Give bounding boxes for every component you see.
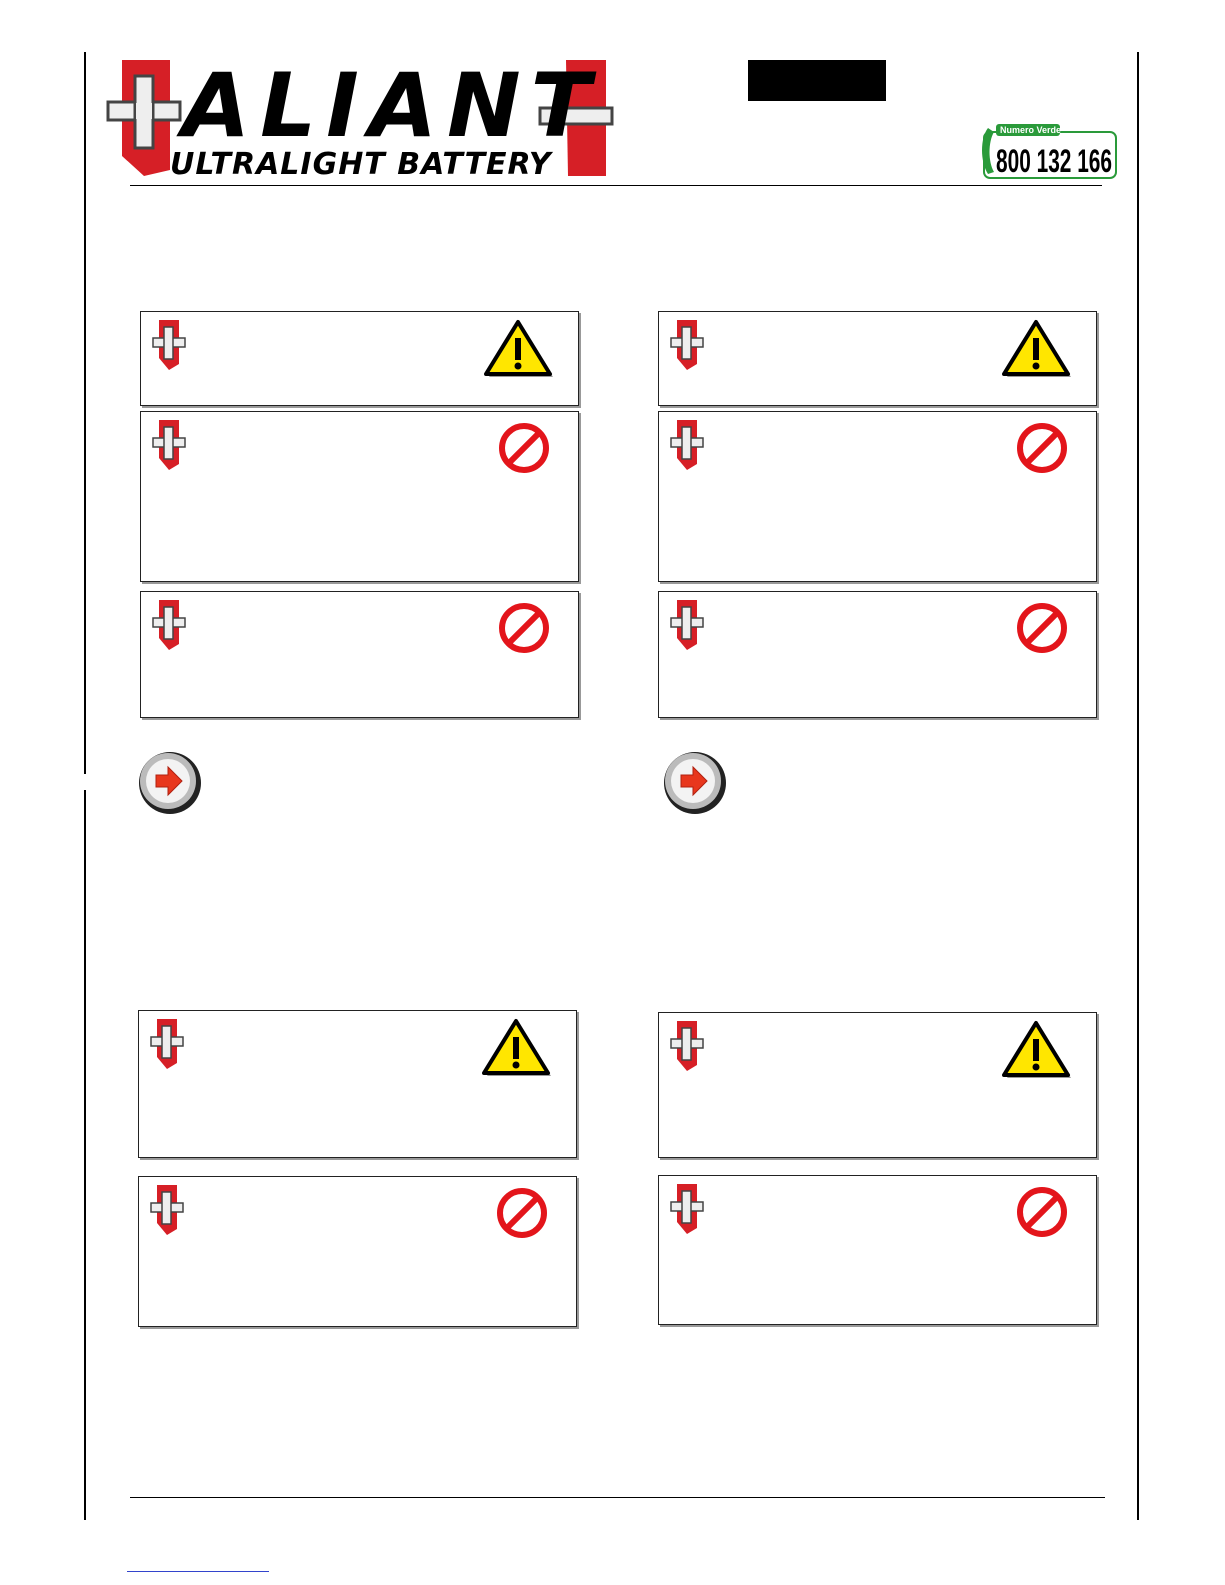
prohibited-box-top-left-1	[140, 411, 579, 582]
arrow-right-icon[interactable]	[662, 750, 730, 818]
no-entry-icon	[1016, 1186, 1070, 1240]
warning-triangle-icon	[484, 318, 556, 380]
prohibited-box-bottom-left	[138, 1176, 577, 1327]
left-margin-line	[84, 52, 86, 774]
logo-brand-text: ALIANT	[182, 54, 601, 157]
battery-plus-icon	[153, 418, 187, 474]
prohibited-box-top-right-2	[658, 591, 1097, 718]
battery-plus-icon	[671, 1019, 705, 1075]
prohibited-box-bottom-right	[658, 1175, 1097, 1325]
battery-plus-icon	[151, 1183, 185, 1239]
battery-plus-icon	[671, 418, 705, 474]
prohibited-box-top-left-2	[140, 591, 579, 718]
warning-triangle-icon	[1002, 1019, 1074, 1081]
battery-plus-icon	[671, 1182, 705, 1238]
no-entry-icon	[1016, 422, 1070, 476]
toll-free-label: Numero Verde	[1000, 125, 1062, 135]
footer-link-underline[interactable]	[127, 1571, 269, 1572]
battery-plus-icon	[151, 1017, 185, 1073]
brand-logo-graphic	[108, 52, 618, 182]
toll-free-graphic	[978, 122, 1118, 180]
warning-triangle-icon	[1002, 318, 1074, 380]
footer-rule	[130, 1497, 1105, 1498]
toll-free-badge[interactable]	[978, 122, 1118, 180]
battery-plus-icon	[671, 598, 705, 654]
no-entry-icon	[1016, 602, 1070, 656]
no-entry-icon	[496, 1187, 550, 1241]
black-label-block	[748, 60, 886, 101]
logo-tagline: ULTRALIGHT BATTERY	[170, 147, 552, 182]
warning-box-bottom-left	[138, 1010, 577, 1158]
toll-free-number: 800 132 166	[996, 143, 1112, 179]
battery-plus-icon	[671, 318, 705, 374]
battery-plus-icon	[153, 598, 187, 654]
warning-triangle-icon	[482, 1017, 554, 1079]
battery-plus-icon	[153, 318, 187, 374]
warning-box-top-right	[658, 311, 1097, 406]
right-margin-line	[1137, 52, 1139, 1520]
warning-box-bottom-right	[658, 1012, 1097, 1158]
arrow-right-icon[interactable]	[137, 750, 205, 818]
warning-box-top-left	[140, 311, 579, 406]
no-entry-icon	[498, 422, 552, 476]
brand-logo	[108, 52, 618, 182]
left-margin-line-lower	[84, 790, 86, 1520]
no-entry-icon	[498, 602, 552, 656]
header-rule	[130, 185, 1102, 186]
prohibited-box-top-right-1	[658, 411, 1097, 582]
